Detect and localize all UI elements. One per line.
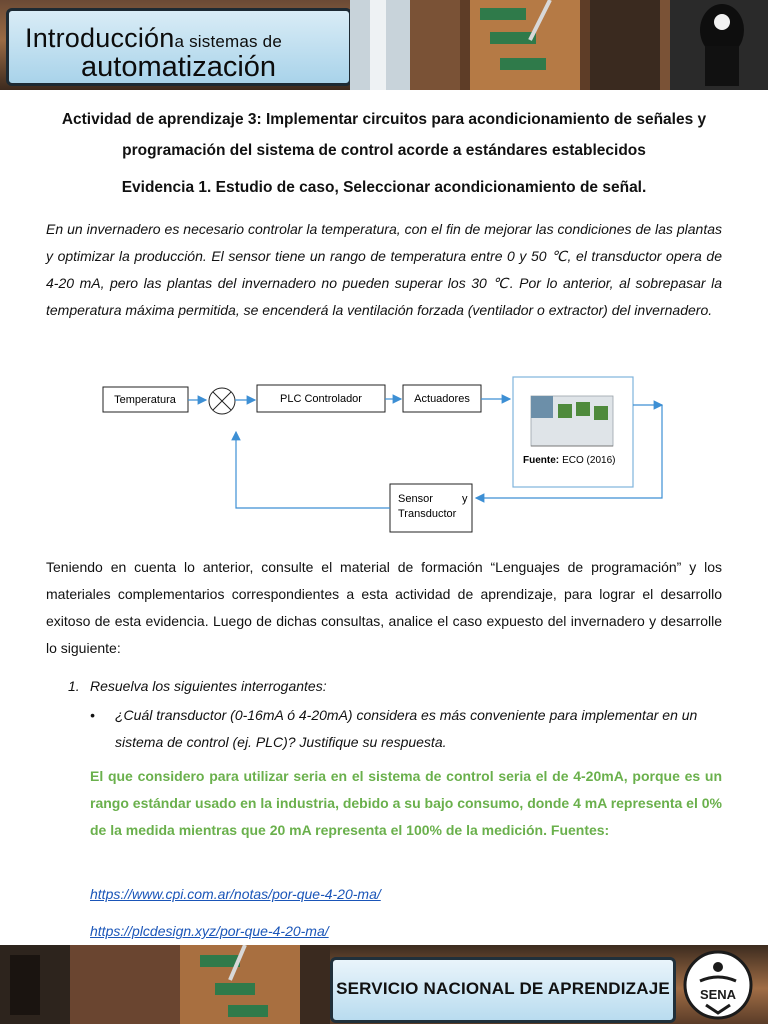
header-banner [0,0,768,90]
course-title-big: Introducción [25,23,175,53]
evidence-heading: Evidencia 1. Estudio de caso, Seleccionar acondicionamiento de señal. [121,179,647,196]
control-block-diagram [90,372,680,538]
sena-logo-text: SENA [699,987,737,1002]
list-number: 1. [68,678,80,694]
greenhouse-image [531,396,613,446]
case-intro-paragraph: En un invernadero es necesario controlar la temperatura, con el fin de mejorar las condiciones de las plantas y optimizar la producción. El sensor tiene un rango de temperatura entre 0 y 50 ℃, el transductor opera de 4-20 mA, pero las plantas del invernadero no pueden superar los 30 ℃. Por lo anterior, al sobrepasar la temperatura máxima permitida, se encenderá la ventilación forzada (ventilador o extractor) del invernadero. [46,221,722,318]
fuente-value: ECO (2016) [562,455,616,466]
sensor-block [390,484,472,532]
summing-junction-icon [209,388,235,414]
sensor-label-line1: Sensor [398,493,433,505]
actuadores-block [403,385,481,412]
sena-title: SERVICIO NACIONAL DE APRENDIZAJE [336,979,670,998]
activity-heading: Actividad de aprendizaje 3: Implementar circuitos para acondicionamiento de señales y programación del sistema de control acorde a estándares establecidos [61,111,707,159]
bullet-text: ¿Cuál transductor (0-16mA ó 4-20mA) considera es más conveniente para implementar en un sistema de control (ej. PLC)? Justifique su respuesta. [115,707,698,750]
plc-block [257,385,385,412]
sena-logo-icon [678,949,758,1021]
source-link-cpi[interactable]: https://www.cpi.com.ar/notas/por-que-4-20-ma/ [90,886,381,902]
actuadores-label: Actuadores [414,393,470,405]
plc-label: PLC Controlador [280,393,362,405]
course-title-small: a sistemas de [174,32,282,51]
feedback-line-to-sum [236,432,390,508]
fuente-caption [523,455,615,466]
greenhouse-plant-block [513,377,633,487]
temperatura-label: Temperatura [114,394,176,406]
course-title-box [6,8,352,86]
bullet-icon: • [90,707,95,723]
footer-illustration [0,945,330,1024]
temperatura-block [103,387,188,412]
header-illustration [350,0,768,90]
question-1-text: Resuelva los siguientes interrogantes: [90,678,327,694]
course-title-line1 [25,23,282,54]
instructions-paragraph: Teniendo en cuenta lo anterior, consulte el material de formación “Lenguajes de programación” y los materiales complementarios correspondientes a esta actividad de aprendizaje, para lograr el desarrollo exitoso de esta evidencia. Luego de dichas consultas, analice el caso expuesto del invernadero y desarrolle lo siguiente: [46,559,722,656]
question-bullet [90,702,722,756]
sensor-label-y: y [462,493,468,505]
footer-banner [0,945,768,1024]
course-title-line2: automatización [81,51,277,83]
answer-paragraph: El que considero para utilizar seria en el sistema de control seria el de 4-20mA, porque es un rango estándar usado en la industria, debido a su bajo consumo, donde 4 mA representa el 0% de la medida mientras que 20 mA representa el 100% de la medición. Fuentes: [90,768,722,838]
question-list-item-1 [68,676,327,696]
fuente-label: Fuente: [523,455,560,466]
sena-title-box [330,957,676,1023]
source-link-plcdesign[interactable]: https://plcdesign.xyz/por-que-4-20-ma/ [90,923,329,939]
sensor-label-line2: Transductor [398,508,457,520]
